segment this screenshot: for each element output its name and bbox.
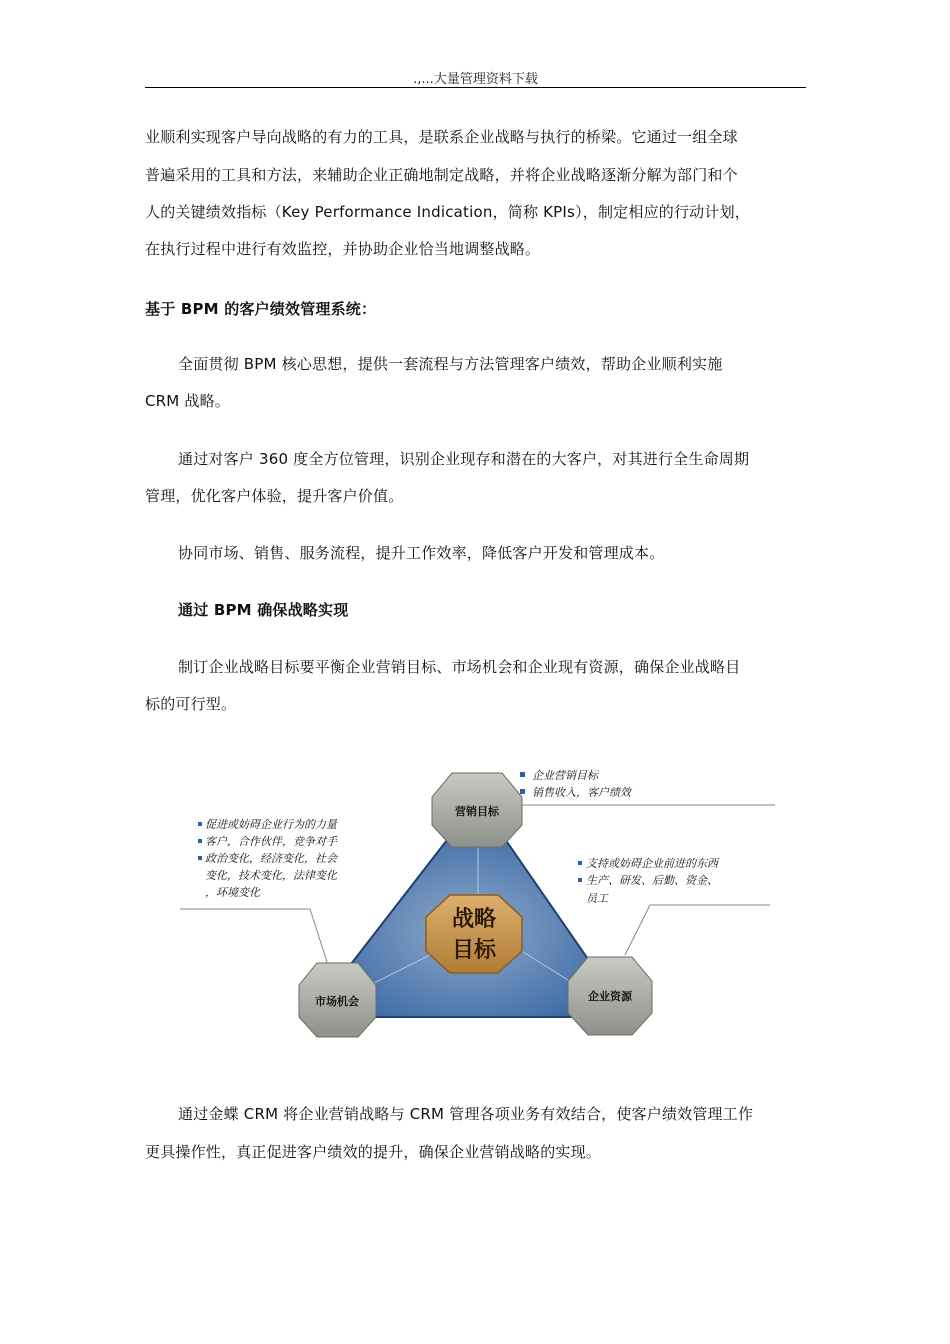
bullet-icon (578, 878, 582, 882)
connector-line (310, 909, 328, 965)
bullet-icon (198, 856, 202, 860)
strategy-diagram-svg (180, 755, 780, 1055)
center-text: 目标 (451, 938, 497, 963)
note-text: 变化，技术变化，法律变化 (205, 869, 337, 882)
paragraph-line (145, 535, 806, 572)
bullet-icon (520, 789, 525, 794)
note-text: 生产、研发、后勤、资金、 (586, 874, 718, 887)
paragraph-line: 业顺利实现客户导向战略的有力的工具，是联系企业战略与执行的桥梁。它通过一组全球 (145, 128, 738, 146)
bullet-icon (578, 861, 582, 865)
center-text: 战略 (451, 907, 497, 932)
paragraph-line: 更具操作性，真正促进客户绩效的提升，确保企业营销战略的实现。 (145, 1143, 602, 1161)
note-text: 企业营销目标 (532, 769, 598, 782)
paragraph-text: 通过对客户 360 度全方位管理，识别企业现存和潜在的大客户，对其进行全生命周期 (178, 450, 750, 468)
paragraph-line: 管理，优化客户体验，提升客户价值。 (145, 487, 404, 505)
paragraph-text: 全面贯彻 BPM 核心思想，提供一套流程与方法管理客户绩效，帮助企业顺利实施 (178, 355, 723, 373)
bullet-icon (520, 772, 525, 777)
note-text: 支持或妨碍企业前进的东西 (586, 857, 718, 870)
paragraph-text: 制订企业战略目标要平衡企业营销目标、市场机会和企业现有资源，确保企业战略目 (178, 658, 741, 676)
paragraph-line: 标的可行型。 (145, 695, 237, 713)
bullet-icon (198, 822, 202, 826)
paragraph-line: 人的关键绩效指标（Key Performance Indication，简称 KPIs），制定相应的行动计划， (145, 203, 750, 221)
note-text: 促进或妨碍企业行为的力量 (205, 818, 337, 831)
note-text: 客户，合作伙伴，竞争对手 (205, 835, 337, 848)
paragraph-line: CRM 战略。 (145, 392, 231, 410)
page-header: .,...大量管理资料下载 (413, 72, 538, 87)
section-heading (145, 592, 806, 629)
paragraph-text: 协同市场、销售、服务流程，提升工作效率，降低客户开发和管理成本。 (178, 544, 665, 562)
heading-text: 通过 BPM 确保战略实现 (178, 601, 349, 619)
paragraph-text: 通过金蝶 CRM 将企业营销战略与 CRM 管理各项业务有效结合，使客户绩效管理工作 (178, 1105, 754, 1123)
node-label: 企业资源 (588, 990, 632, 1003)
note-text: ，环境变化 (205, 886, 260, 899)
note-text: 员工 (586, 892, 608, 905)
paragraph-line (145, 649, 806, 686)
note-text: 销售收入，客户绩效 (532, 786, 631, 799)
connector-line (625, 905, 650, 955)
strategy-diagram (180, 755, 780, 1055)
paragraph-line: 普遍采用的工具和方法，来辅助企业正确地制定战略，并将企业战略逐渐分解为部门和个 (145, 166, 738, 184)
node-label: 营销目标 (455, 805, 499, 818)
paragraph-line: 在执行过程中进行有效监控，并协助企业恰当地调整战略。 (145, 240, 541, 258)
bullet-icon (198, 839, 202, 843)
paragraph-line (145, 1096, 806, 1133)
section-heading: 基于 BPM 的客户绩效管理系统： (145, 300, 377, 318)
node-label: 市场机会 (315, 995, 359, 1008)
header-divider (145, 87, 806, 88)
note-text: 政治变化，经济变化，社会 (205, 852, 337, 865)
paragraph-line (145, 441, 806, 478)
paragraph-line (145, 346, 806, 383)
